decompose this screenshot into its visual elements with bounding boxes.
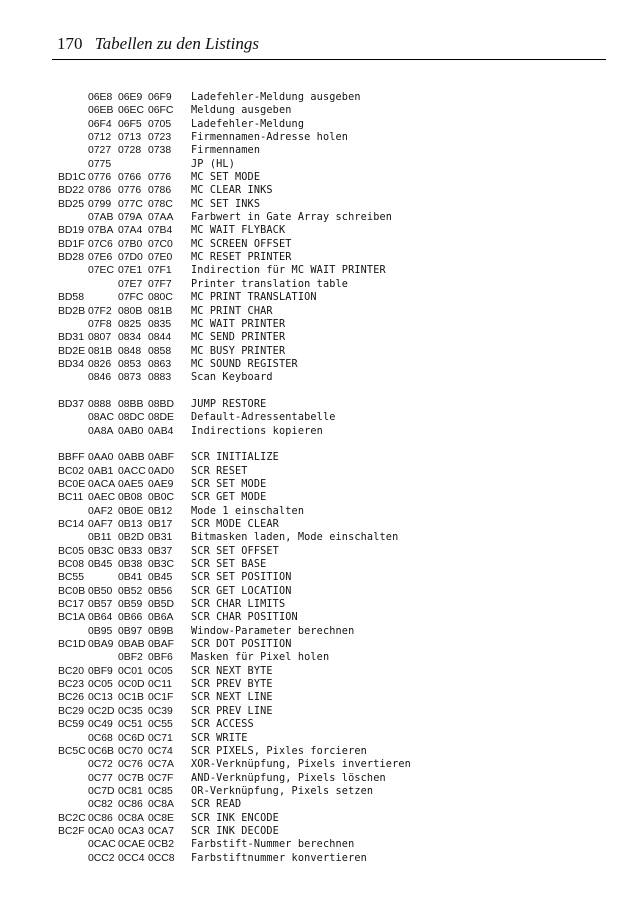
jump-address: BC55	[58, 572, 84, 584]
address-664: 07D0	[118, 252, 143, 264]
jump-address: BC08	[58, 559, 84, 571]
address-6128: 0AD0	[148, 465, 174, 477]
address-6128: 0CC8	[148, 852, 175, 864]
jump-address: BD28	[58, 252, 84, 264]
address-464: 0807	[88, 332, 112, 344]
address-6128: 0BF6	[148, 652, 173, 664]
description: SCR RESET	[191, 465, 248, 477]
address-464: 0CAC	[88, 839, 116, 851]
address-6128: 0C11	[148, 679, 173, 691]
address-664: 0713	[118, 132, 142, 144]
address-6128: 080C	[148, 292, 173, 304]
description: MC SEND PRINTER	[191, 332, 286, 344]
address-6128: 0B56	[148, 585, 173, 597]
description: SCR SET BASE	[191, 559, 267, 571]
address-664: 0BF2	[118, 652, 143, 664]
address-464: 0AF7	[88, 519, 113, 530]
description: SCR NEXT LINE	[191, 692, 273, 704]
address-664: 0B13	[118, 519, 143, 530]
description: SCR INK ENCODE	[191, 812, 279, 824]
address-664: 0C86	[118, 799, 143, 811]
jump-address: BC1A	[58, 612, 86, 624]
address-664: 06F5	[118, 118, 142, 130]
address-464: 0CA0	[88, 825, 114, 837]
jump-address: BC29	[58, 705, 84, 717]
address-464: 0846	[88, 372, 112, 384]
address-464: 0AF2	[88, 505, 113, 517]
address-6128: 0B12	[148, 505, 173, 517]
description: SCR INITIALIZE	[191, 452, 279, 464]
address-6128: 0844	[148, 332, 172, 344]
description: SCR CHAR POSITION	[191, 612, 298, 624]
description: SCR PREV LINE	[191, 705, 273, 717]
address-464: 0C2D	[88, 705, 115, 717]
address-6128: 0C85	[148, 785, 173, 797]
description: MC PRINT CHAR	[191, 305, 273, 317]
address-6128: 0B17	[148, 519, 173, 530]
address-664: 080B	[118, 305, 143, 317]
jump-address: BC2C	[58, 812, 86, 824]
address-464: 0A8A	[88, 425, 114, 437]
address-6128: 0C71	[148, 732, 173, 744]
address-664: 0C6D	[118, 732, 145, 744]
address-664: 08BB	[118, 398, 144, 410]
address-664: 07B0	[118, 238, 143, 250]
address-664: 0B33	[118, 545, 143, 557]
address-464: 0ACA	[88, 478, 116, 490]
description: Scan Keyboard	[191, 372, 273, 384]
jump-address: BC20	[58, 665, 84, 677]
jump-address: BD37	[58, 398, 84, 410]
description: Indirection für MC WAIT PRINTER	[191, 265, 386, 277]
description: Firmennamen-Adresse holen	[191, 132, 349, 144]
description: SCR SET MODE	[191, 478, 267, 490]
address-664: 077C	[118, 198, 143, 210]
description: Masken für Pixel holen	[191, 652, 330, 664]
address-664: 0BAB	[118, 639, 145, 651]
description: Ladefehler-Meldung ausgeben	[191, 92, 361, 103]
description: JP (HL)	[191, 158, 235, 170]
address-664: 06EC	[118, 105, 144, 117]
description: SCR PREV BYTE	[191, 679, 273, 691]
address-464: 0B45	[88, 559, 113, 571]
address-664: 0C81	[118, 785, 143, 797]
address-6128: 0786	[148, 185, 172, 197]
address-664: 0C7B	[118, 772, 144, 784]
jump-address: BD1C	[58, 172, 86, 184]
address-464: 0AEC	[88, 492, 116, 504]
address-464: 07C6	[88, 238, 113, 250]
address-464: 0BF9	[88, 665, 113, 677]
jump-address: BC0B	[58, 585, 86, 597]
address-6128: 0B6A	[148, 612, 174, 624]
address-464: 0786	[88, 185, 112, 197]
jump-address: BD34	[58, 358, 84, 370]
address-664: 0B41	[118, 572, 143, 584]
description: SCR GET LOCATION	[191, 585, 292, 597]
address-6128: 0705	[148, 118, 172, 130]
address-464: 0799	[88, 198, 112, 210]
address-6128: 0776	[148, 172, 172, 184]
address-664: 0C70	[118, 745, 143, 757]
description: OR-Verknüpfung, Pixels setzen	[191, 785, 374, 797]
jump-address: BC02	[58, 465, 84, 477]
address-664: 0AB0	[118, 425, 144, 437]
address-664: 0B08	[118, 492, 143, 504]
description: SCR WRITE	[191, 732, 248, 744]
address-664: 0B0E	[118, 505, 144, 517]
address-464: 0B57	[88, 599, 113, 611]
address-6128: 0C74	[148, 745, 173, 757]
address-664: 0834	[118, 332, 142, 344]
address-664: 07E1	[118, 265, 143, 277]
address-464: 06F4	[88, 118, 112, 130]
description: MC WAIT FLYBACK	[191, 225, 286, 237]
description: MC WAIT PRINTER	[191, 318, 286, 330]
address-6128: 081B	[148, 305, 173, 317]
address-464: 07EC	[88, 265, 114, 277]
description: SCR DOT POSITION	[191, 639, 292, 651]
address-6128: 0858	[148, 345, 172, 357]
address-664: 0776	[118, 185, 142, 197]
description: MC BUSY PRINTER	[191, 345, 286, 357]
address-664: 0848	[118, 345, 142, 357]
description: Meldung ausgeben	[191, 105, 292, 117]
address-664: 06E9	[118, 92, 143, 103]
jump-address: BC05	[58, 545, 84, 557]
address-6128: 0B0C	[148, 492, 174, 504]
description: MC CLEAR INKS	[191, 185, 273, 197]
address-6128: 08DE	[148, 412, 174, 424]
jump-address: BC17	[58, 599, 84, 611]
address-6128: 0B5D	[148, 599, 174, 611]
address-6128: 07F7	[148, 278, 172, 290]
address-6128: 078C	[148, 198, 173, 210]
description: SCR NEXT BYTE	[191, 665, 273, 677]
address-464: 08AC	[88, 412, 114, 424]
jump-address: BD22	[58, 185, 84, 197]
address-6128: 0CA7	[148, 825, 174, 837]
address-664: 0ACC	[118, 465, 146, 477]
jump-address: BC2F	[58, 825, 85, 837]
page-number: 170	[57, 34, 83, 53]
description: MC PRINT TRANSLATION	[191, 292, 317, 304]
address-6128: 0B31	[148, 532, 173, 544]
description: SCR SET OFFSET	[191, 545, 279, 557]
address-464: 0775	[88, 158, 112, 170]
address-664: 0C0D	[118, 679, 145, 691]
address-464: 0C86	[88, 812, 113, 824]
description: MC SET MODE	[191, 172, 261, 184]
address-6128: 06FC	[148, 105, 174, 117]
jump-address: BC14	[58, 519, 84, 530]
address-464: 06E8	[88, 92, 113, 103]
address-464: 0C49	[88, 719, 113, 731]
jump-address: BD31	[58, 332, 84, 344]
address-6128: 0AE9	[148, 478, 174, 490]
page-header	[57, 34, 259, 54]
address-664: 0AE5	[118, 478, 144, 490]
address-6128: 07B4	[148, 225, 173, 237]
address-6128: 0AB4	[148, 425, 174, 437]
address-664: 0B38	[118, 559, 143, 571]
description: SCR GET MODE	[191, 492, 267, 504]
address-6128: 0C05	[148, 665, 173, 677]
description: MC RESET PRINTER	[191, 252, 292, 264]
jump-address: BC26	[58, 692, 84, 704]
address-664: 0B66	[118, 612, 143, 624]
description: Farbwert in Gate Array schreiben	[191, 212, 393, 224]
address-464: 081B	[88, 345, 113, 357]
address-464: 0C77	[88, 772, 113, 784]
address-6128: 0B3C	[148, 559, 174, 571]
jump-address: BC5C	[58, 745, 86, 757]
address-464: 0B3C	[88, 545, 114, 557]
description: Window-Parameter berechnen	[191, 625, 355, 637]
description: AND-Verknüpfung, Pixels löschen	[191, 772, 386, 784]
address-464: 0AB1	[88, 465, 114, 477]
description: MC SCREEN OFFSET	[191, 238, 292, 250]
address-6128: 07F1	[148, 265, 172, 277]
description: Ladefehler-Meldung	[191, 118, 305, 130]
address-464: 0C05	[88, 679, 113, 691]
description: SCR PIXELS, Pixles forcieren	[191, 745, 367, 757]
address-664: 08DC	[118, 412, 145, 424]
address-664: 0853	[118, 358, 142, 370]
address-464: 0CC2	[88, 852, 115, 864]
address-664: 0CC4	[118, 852, 145, 864]
address-664: 0CAE	[118, 839, 146, 851]
address-464: 06EB	[88, 105, 114, 117]
description: Printer translation table	[191, 278, 349, 290]
description: Mode 1 einschalten	[191, 505, 305, 517]
address-6128: 0C1F	[148, 692, 174, 704]
address-464: 0776	[88, 172, 112, 184]
header-rule	[52, 59, 606, 60]
address-464: 0826	[88, 358, 112, 370]
description: JUMP RESTORE	[191, 398, 267, 410]
description: Default-Adressentabelle	[191, 412, 336, 424]
address-6128: 0CB2	[148, 839, 174, 851]
address-6128: 0C8A	[148, 799, 174, 811]
address-464: 0B95	[88, 625, 113, 637]
address-6128: 0C39	[148, 705, 173, 717]
address-464: 0C82	[88, 799, 113, 811]
address-6128: 0B37	[148, 545, 173, 557]
address-6128: 0C7A	[148, 759, 174, 771]
address-464: 07F2	[88, 305, 112, 317]
address-464: 07BA	[88, 225, 114, 237]
address-664: 0C1B	[118, 692, 144, 704]
address-464: 0B50	[88, 585, 113, 597]
address-664: 0B59	[118, 599, 143, 611]
address-664: 0C51	[118, 719, 143, 731]
address-664: 0C8A	[118, 812, 144, 824]
address-6128: 0B45	[148, 572, 173, 584]
address-664: 079A	[118, 212, 143, 224]
address-6128: 0ABF	[148, 452, 174, 464]
address-664: 0766	[118, 172, 142, 184]
description: SCR SET POSITION	[191, 572, 292, 584]
address-664: 07E7	[118, 278, 143, 290]
description: Indirections kopieren	[191, 425, 323, 437]
description: SCR CHAR LIMITS	[191, 599, 286, 611]
address-664: 0825	[118, 318, 142, 330]
address-664: 07FC	[118, 292, 144, 304]
address-464: 0C7D	[88, 785, 115, 797]
address-6128: 07AA	[148, 212, 174, 224]
address-6128: 07C0	[148, 238, 173, 250]
address-464: 0C72	[88, 759, 113, 771]
description: SCR MODE CLEAR	[191, 519, 279, 530]
address-464: 0B11	[88, 532, 112, 544]
jump-address: BD25	[58, 198, 84, 210]
address-6128: 0C7F	[148, 772, 174, 784]
address-6128: 0B9B	[148, 625, 174, 637]
jump-address: BC23	[58, 679, 84, 691]
address-464: 0AA0	[88, 452, 114, 464]
address-6128: 0883	[148, 372, 172, 384]
address-6128: 0BAF	[148, 639, 174, 651]
jump-address: BC0E	[58, 478, 86, 490]
address-664: 0CA3	[118, 825, 144, 837]
address-6128: 07E0	[148, 252, 173, 264]
jump-address: BBFF	[58, 452, 85, 464]
jump-address: BC11	[58, 492, 84, 504]
address-464: 07AB	[88, 212, 114, 224]
address-664: 07A4	[118, 225, 143, 237]
address-464: 0C68	[88, 732, 113, 744]
address-464: 0727	[88, 145, 112, 157]
address-664: 0B97	[118, 625, 143, 637]
jump-address: BD2E	[58, 345, 86, 357]
address-664: 0B2D	[118, 532, 144, 544]
address-6128: 0863	[148, 358, 172, 370]
address-6128: 0723	[148, 132, 172, 144]
page-title: Tabellen zu den Listings	[94, 34, 259, 53]
address-6128: 06F9	[148, 92, 172, 103]
description: Farbstift-Nummer berechnen	[191, 839, 355, 851]
jump-address: BD1F	[58, 238, 85, 250]
address-464: 0C6B	[88, 745, 114, 757]
address-6128: 0C55	[148, 719, 173, 731]
address-6128: 08BD	[148, 398, 174, 410]
address-464: 0888	[88, 398, 112, 410]
description: XOR-Verknüpfung, Pixels invertieren	[191, 759, 411, 771]
address-6128: 0C8E	[148, 812, 174, 824]
description: Farbstiftnummer konvertieren	[191, 852, 367, 864]
description: SCR ACCESS	[191, 719, 254, 731]
address-664: 0C76	[118, 759, 143, 771]
jump-address: BC1D	[58, 639, 86, 651]
address-464: 0BA9	[88, 639, 114, 651]
address-664: 0C35	[118, 705, 143, 717]
address-664: 0873	[118, 372, 142, 384]
address-664: 0B52	[118, 585, 143, 597]
address-664: 0728	[118, 145, 142, 157]
address-464: 07F8	[88, 318, 112, 330]
address-664: 0C01	[118, 665, 143, 677]
address-6128: 0835	[148, 318, 172, 330]
address-464: 0712	[88, 132, 112, 144]
address-464: 0B64	[88, 612, 113, 624]
description: MC SOUND REGISTER	[191, 358, 298, 370]
jump-address: BD58	[58, 292, 84, 304]
address-464: 0C13	[88, 692, 113, 704]
description: MC SET INKS	[191, 198, 261, 210]
jump-address: BD2B	[58, 305, 86, 317]
address-6128: 0738	[148, 145, 172, 157]
address-464: 07E6	[88, 252, 113, 264]
address-664: 0ABB	[118, 452, 145, 464]
description: SCR READ	[191, 799, 242, 811]
description: SCR INK DECODE	[191, 825, 279, 837]
description: Firmennamen	[191, 145, 261, 157]
jump-address: BC59	[58, 719, 84, 731]
jump-address: BD19	[58, 225, 84, 237]
description: Bitmasken laden, Mode einschalten	[191, 532, 399, 544]
